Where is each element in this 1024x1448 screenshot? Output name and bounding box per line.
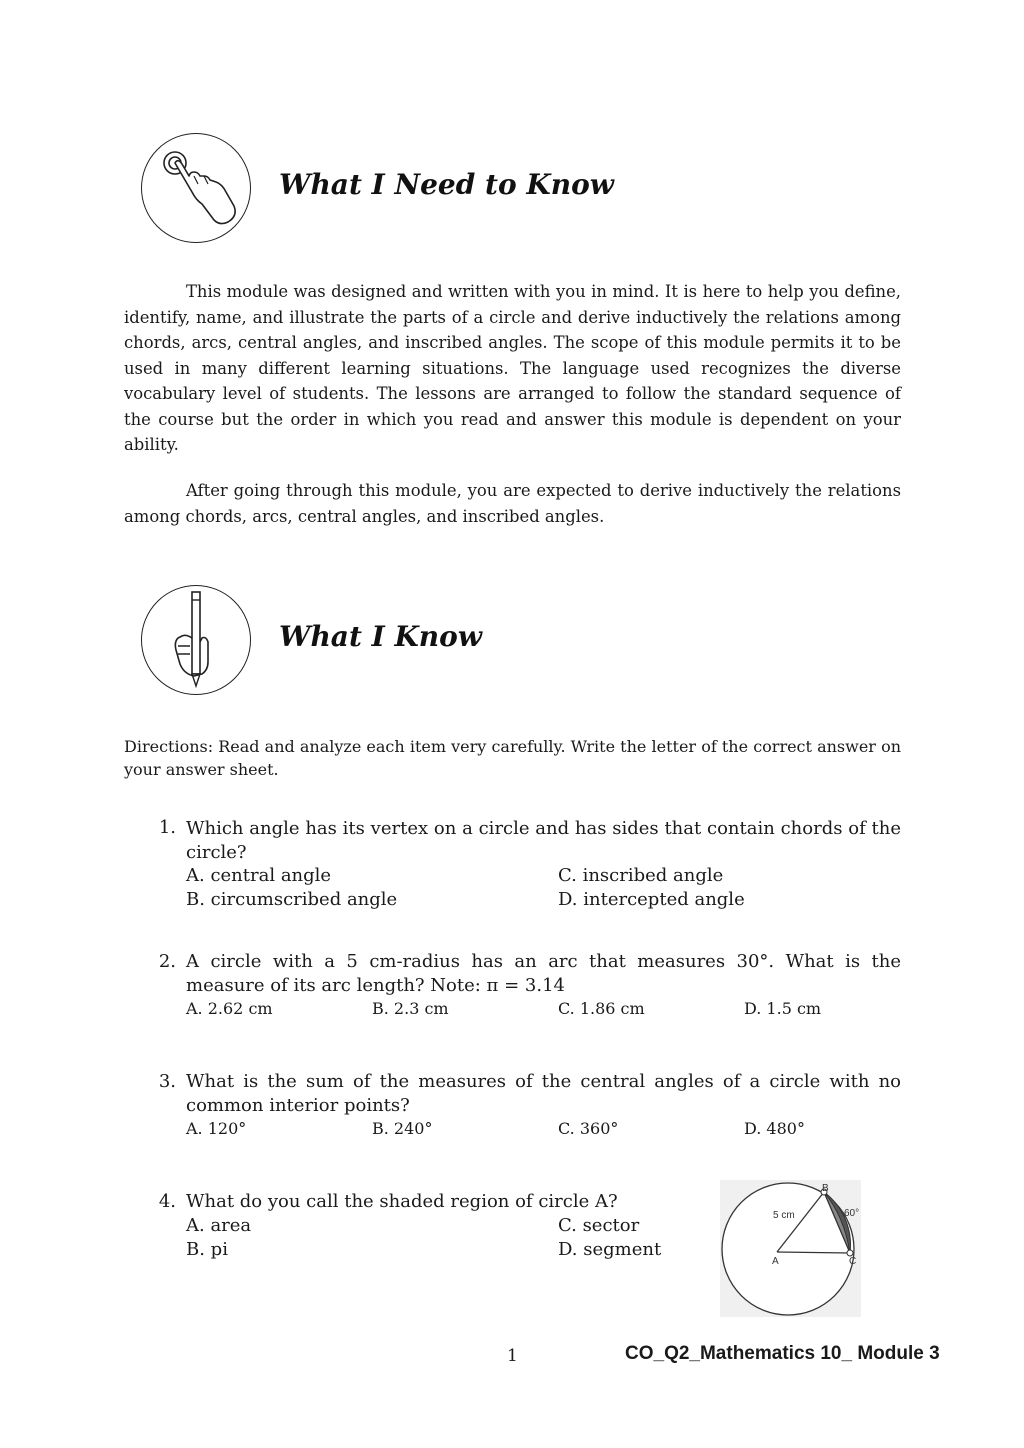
question-4-option-a: A. area [186,1215,252,1236]
question-4-number: 4. [158,1191,176,1212]
label-point-b: B [822,1183,829,1194]
question-4-text: What do you call the shaded region of circle A? [186,1191,618,1212]
module-code: CO_Q2_Mathematics 10_ Module 3 [625,1343,940,1364]
question-2-option-a: A. 2.62 cm [186,999,273,1018]
label-angle: 60° [844,1208,860,1219]
question-3-number: 3. [158,1071,176,1092]
touch-hand-icon [141,133,251,243]
question-1-option-d: D. intercepted angle [558,889,745,910]
question-4-option-b: B. pi [186,1239,228,1260]
label-radius: 5 cm [773,1210,795,1221]
question-3-option-a: A. 120° [186,1119,247,1138]
question-1-option-a: A. central angle [186,865,332,886]
question-4-option-d: D. segment [558,1239,662,1260]
question-2-number: 2. [158,951,176,972]
section-title-need-to-know: What I Need to Know [279,168,614,201]
question-1-option-c: C. inscribed angle [558,865,724,886]
hand-pencil-icon [141,585,251,695]
label-point-a: A [772,1256,779,1267]
question-4-option-c: C. sector [558,1215,640,1236]
question-1-option-b: B. circumscribed angle [186,889,398,910]
question-3-option-d: D. 480° [744,1119,805,1138]
question-3-option-c: C. 360° [558,1119,619,1138]
section-title-what-i-know: What I Know [279,620,482,653]
circle-a-figure [720,1180,861,1317]
question-2-option-d: D. 1.5 cm [744,999,822,1018]
question-1-text: Which angle has its vertex on a circle and has sides that contain chords of the circle? [186,818,901,863]
intro-paragraph: This module was designed and written with you in mind. It is here to help you define, identify, name, and illustrate the parts of a circle and derive inductively the relations among chords, arcs, central angles, and inscribed angles. The scope of this module permits it to be used in many different learning situations. The language used recognizes the diverse vocabulary level of students. The lessons are arranged to follow the standard sequence of the course but the order in which you read and answer this module is dependent on your ability. [124,282,901,454]
question-2-option-b: B. 2.3 cm [372,999,449,1018]
question-3-option-b: B. 240° [372,1119,433,1138]
directions-text: Directions: Read and analyze each item very carefully. Write the letter of the correct answer on your answer sheet. [124,737,901,779]
question-1-number: 1. [158,817,176,838]
objective-paragraph: After going through this module, you are expected to derive inductively the relations among chords, arcs, central angles, and inscribed angles. [124,481,901,526]
page-number: 1 [507,1346,518,1366]
label-point-c: C [849,1256,857,1267]
question-2-text: A circle with a 5 cm-radius has an arc that measures 30°. What is the measure of its arc length? Note: π = 3.14 [186,951,901,996]
question-3-text: What is the sum of the measures of the central angles of a circle with no common interior points? [186,1071,901,1116]
question-2-option-c: C. 1.86 cm [558,999,645,1018]
